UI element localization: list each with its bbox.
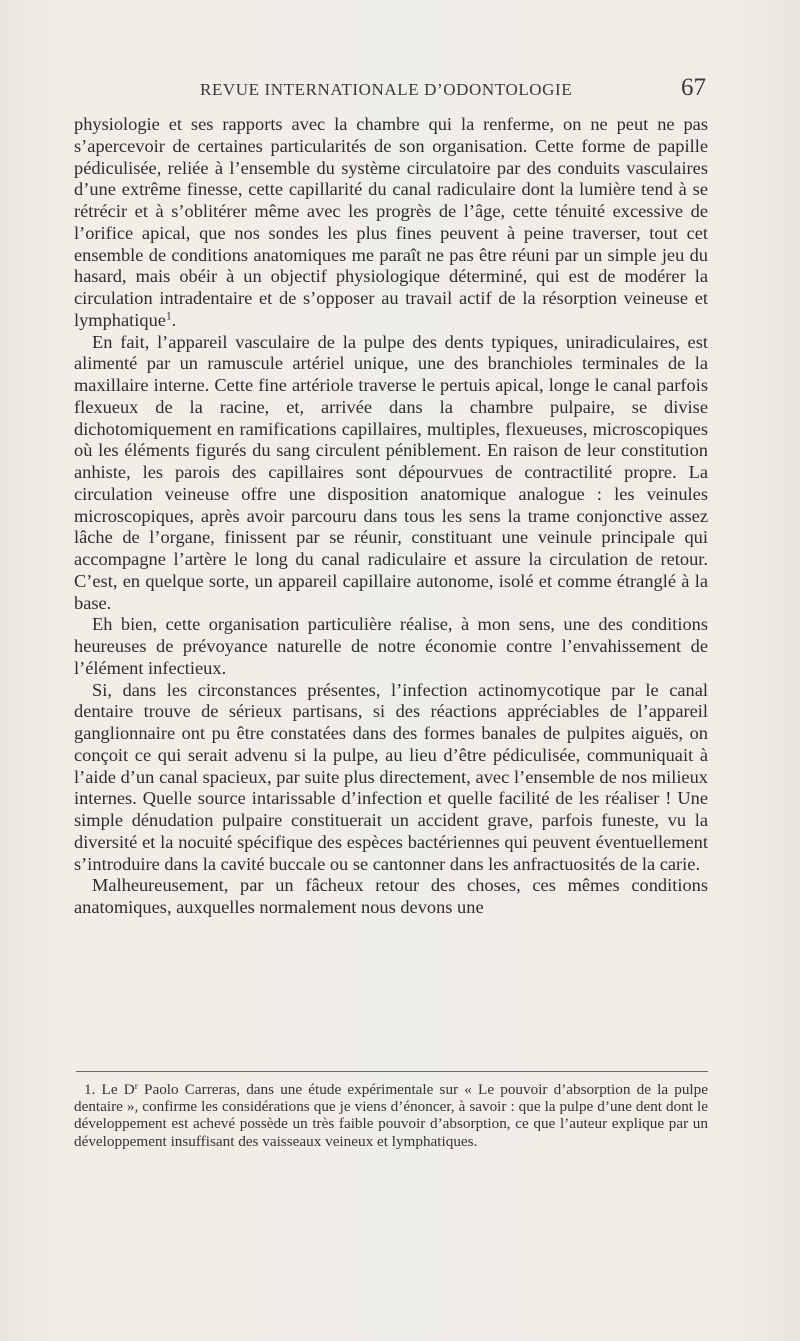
main-text: [74, 114, 708, 919]
footnote-1: [74, 1081, 708, 1150]
footnote: [74, 1081, 708, 1150]
footnote-text: Paolo Carreras, dans une étude expérimentale sur « Le pouvoir d’absorption de la pulpe dentaire », confirme les considérations que je viens d’énoncer, à savoir : que la pulpe d’une dent dont le développement est achevé possède un très faible pouvoir d’absorption, ce que l’auteur explique par un développement insuffisant des vaisseaux veineux et lymphatiques.: [74, 1081, 708, 1150]
footnote-superscript: r: [134, 1081, 138, 1092]
footnote-lead: 1. Le D: [84, 1081, 135, 1098]
running-head: [72, 74, 708, 104]
paragraph-1-text: physiologie et ses rapports avec la chambre qui la renferme, on ne peut ne pas s’apercevoir de certaines particularités de son organisation. Cette forme de papille pédiculisée, reliée à l’ensemble du système circulatoire par des conduits vasculaires d’une extrême finesse, cette capillarité du canal radiculaire dont la lumière tend à se rétrécir et à s’oblitérer même avec les progrès de l’âge, cette ténuité excessive de l’orifice apical, que nos sondes les plus fines peuvent à peine traverser, tout cet ensemble de conditions anatomiques me paraît ne pas être réuni par un simple jeu du hasard, mais obéir à un objectif physiologique déterminé, qui est de modérer la circulation intradentaire et de s’opposer au travail actif de la résorption veineuse et lymphatique: [74, 114, 708, 330]
paragraph-1: [74, 114, 708, 332]
paragraph-3: Eh bien, cette organisation particulière réalise, à mon sens, une des conditions heureuses de prévoyance naturelle de notre économie contre l’envahissement de l’élément infectieux.: [74, 614, 708, 678]
journal-title: REVUE INTERNATIONALE D’ODONTOLOGIE: [200, 80, 573, 99]
footnote-reference: 1: [165, 310, 172, 323]
page-number: 67: [681, 74, 706, 101]
paragraph-5: Malheureusement, par un fâcheux retour des choses, ces mêmes conditions anatomiques, auxquelles normalement nous devons une: [74, 875, 708, 917]
paragraph-4: Si, dans les circonstances présentes, l’infection actinomycotique par le canal dentaire trouve de sérieux partisans, si des réactions appréciables de l’appareil ganglionnaire ont pu être constatées dans des formes banales de pulpites aiguës, on conçoit ce qui serait advenu si la pulpe, au lieu d’être pédiculisée, communiquait à l’aide d’un canal spacieux, par suite plus directement, avec l’ensemble de nos milieux internes. Quelle source intarissable d’infection et quelle facilité de les réaliser ! Une simple dénudation pulpaire constituerait un accident grave, parfois funeste, vu la diversité et la nocuité spécifique des espèces bactériennes qui peuvent éventuellement s’introduire dans la cavité buccale ou se cantonner dans les anfractuosités de la carie.: [74, 679, 708, 874]
footnote-divider: [76, 1071, 708, 1072]
paragraph-2: En fait, l’appareil vasculaire de la pulpe des dents typiques, uniradiculaires, est alimenté par un ramuscule artériel unique, une des branchioles terminales de la maxillaire interne. Cette fine artériole traverse le pertuis apical, longe le canal parfois flexueux de la racine, et, arrivée dans la chambre pulpaire, se divise dichotomiquement en ramifications capillaires, multiples, flexueuses, microscopiques où les éléments figurés du sang circulent péniblement. En raison de leur constitution anhiste, les parois des capillaires sont dépourvues de contractilité propre. La circulation veineuse offre une disposition anatomique analogue : les veinules microscopiques, après avoir parcouru dans tous les sens la trame conjonctive assez lâche de l’organe, finissent par se réunir, constituant une veinule principale qui accompagne l’artère le long du canal radiculaire et assure la circulation de retour. C’est, en quelque sorte, un appareil capillaire autonome, isolé et comme étranglé à la base.: [74, 331, 708, 613]
paragraph-1-end: .: [171, 309, 177, 330]
